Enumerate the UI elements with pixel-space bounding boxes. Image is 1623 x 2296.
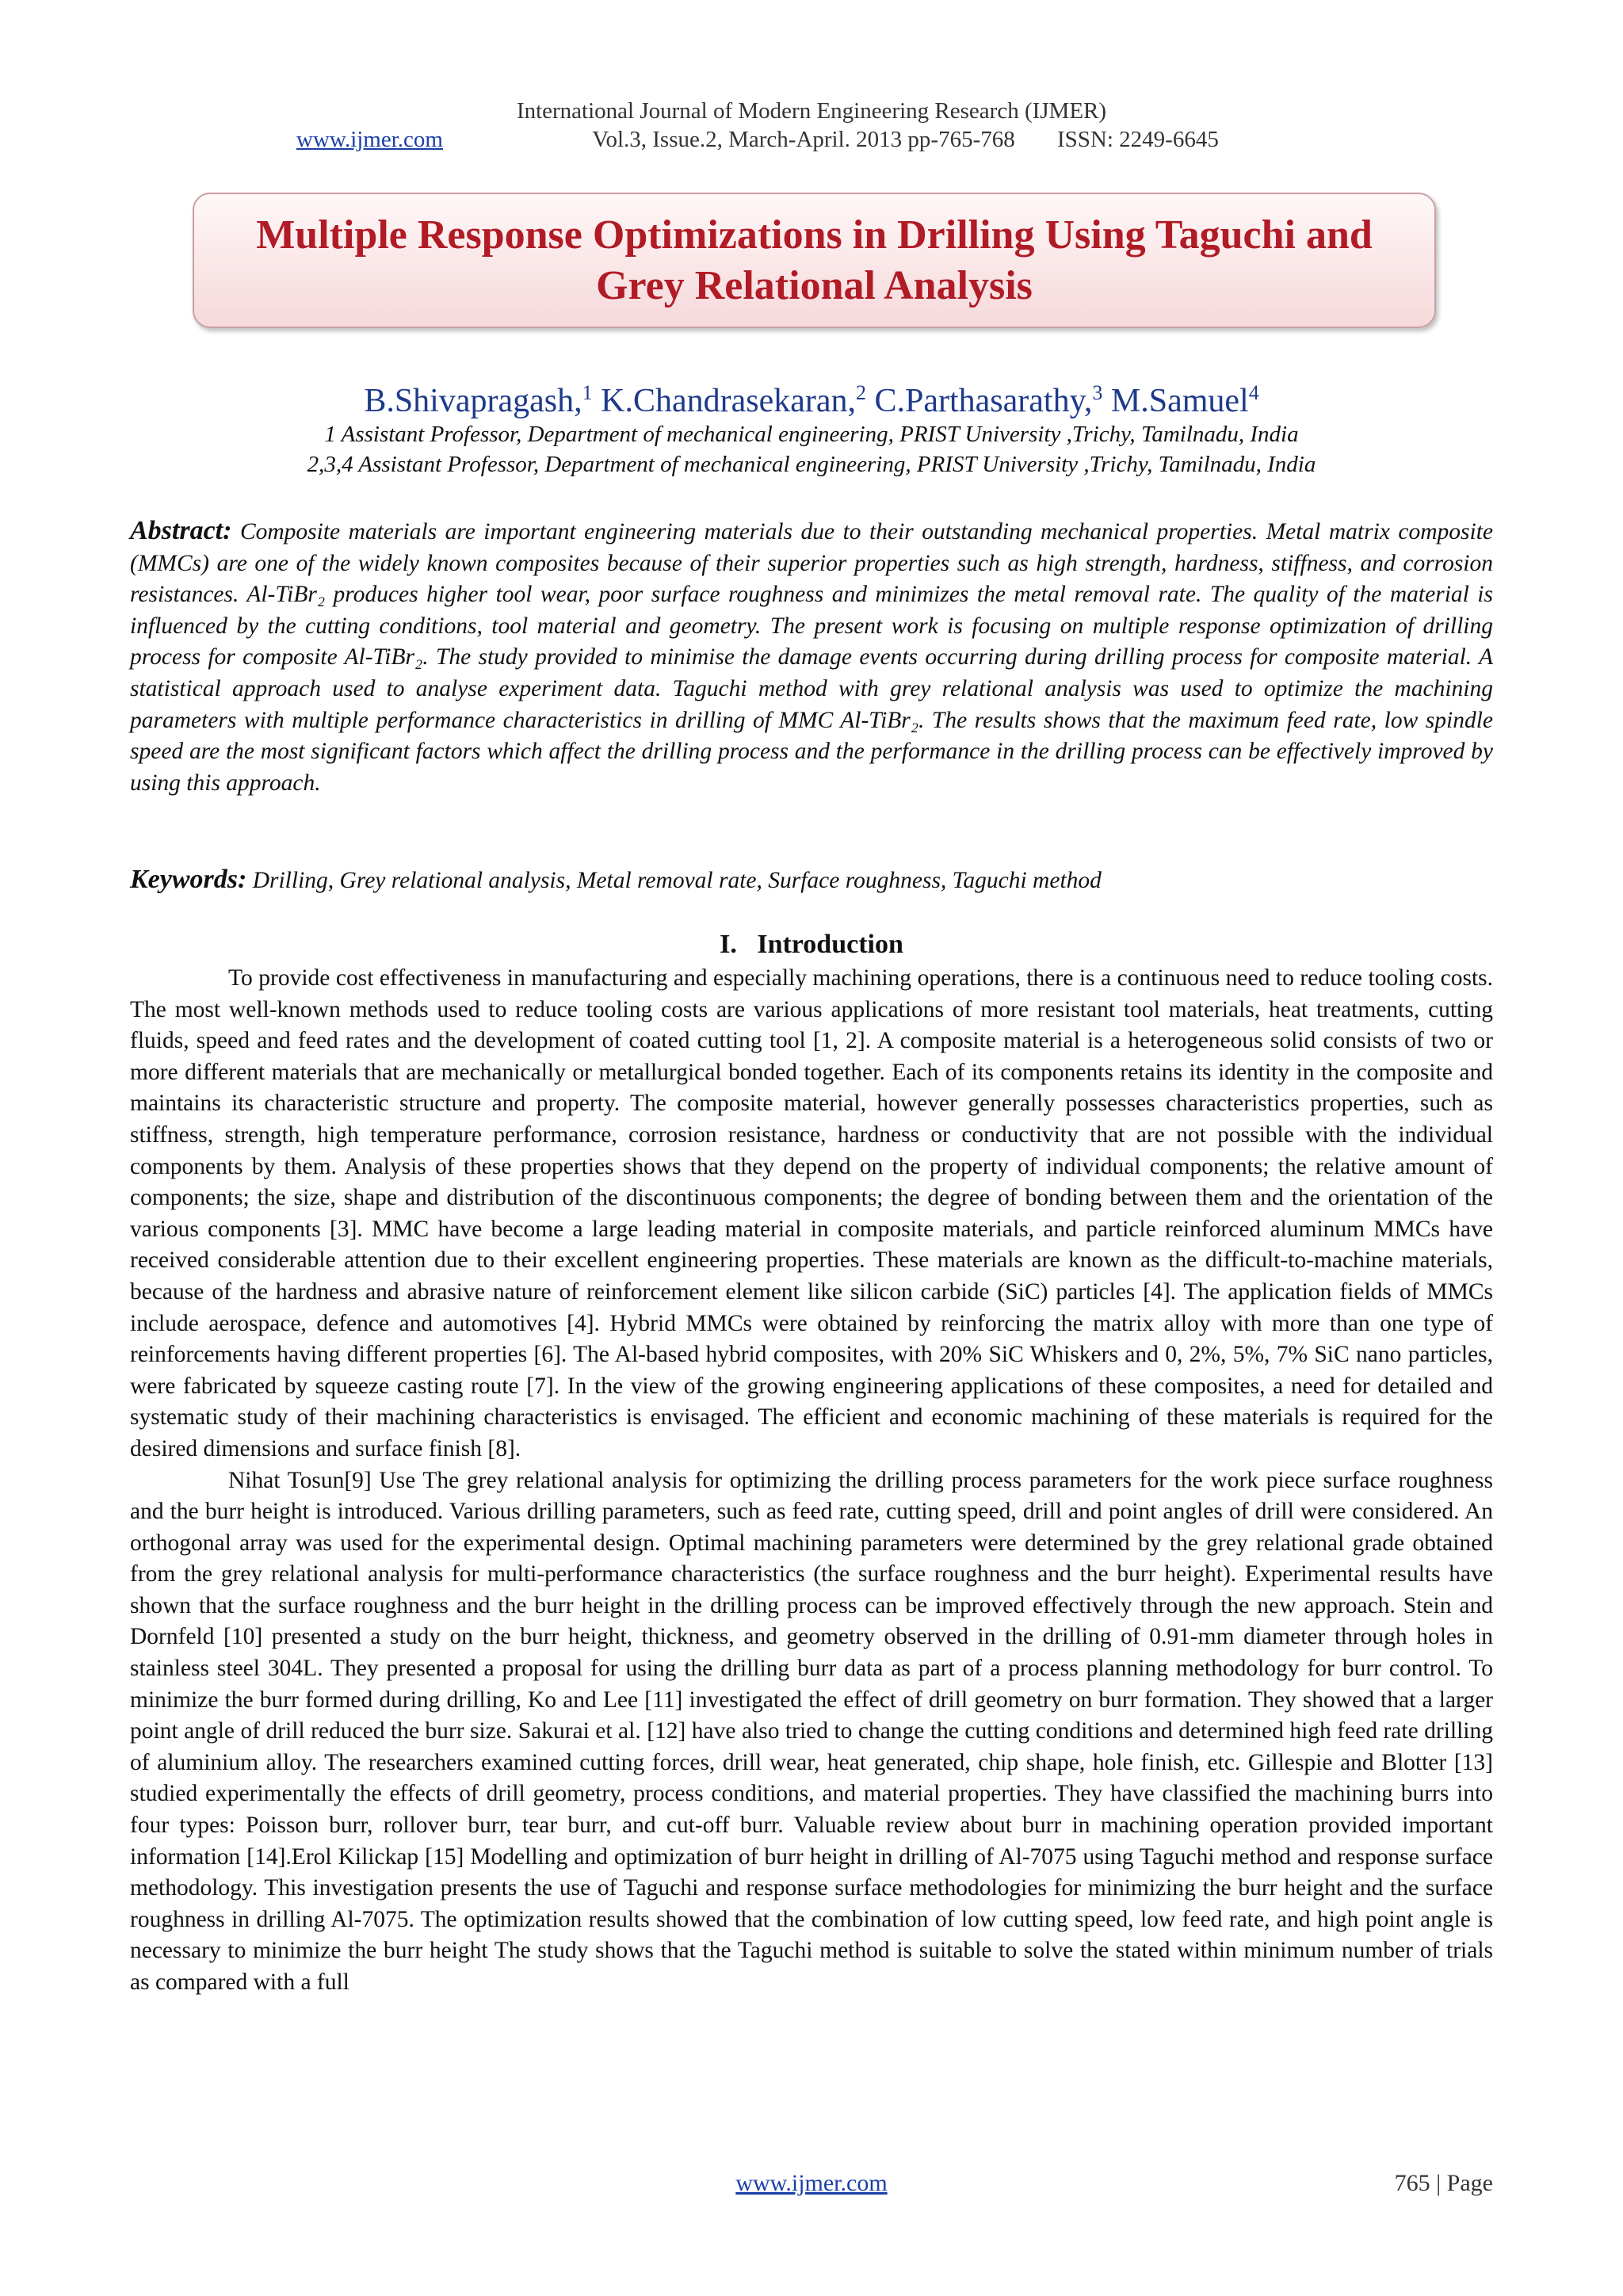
- keywords-label: Keywords:: [130, 865, 247, 894]
- affiliation-2: 2,3,4 Assistant Professor, Department of mechanical engineering, PRIST University ,Trichy, Tamilnadu, India: [307, 452, 1316, 477]
- section-number: I.: [720, 930, 737, 959]
- journal-issn: ISSN: 2249-6645: [1057, 127, 1219, 152]
- footer-website-link[interactable]: www.ijmer.com: [735, 2170, 888, 2196]
- page-number: 765 | Page: [1394, 2170, 1493, 2196]
- abstract: [130, 515, 1493, 799]
- abstract-label: Abstract:: [130, 516, 232, 545]
- author-name: M.Samuel: [1102, 383, 1249, 419]
- author-name: C.Parthasarathy,: [865, 383, 1093, 419]
- paragraph: Nihat Tosun[9] Use The grey relational analysis for optimizing the drilling process parameters for the work piece surface roughness and the burr height is introduced. Various drilling parameters, such as feed rate, cutting speed, drill and point angles of drill were considered. An orthogonal array was used for the experimental design. Optimal machining parameters were determined by the grey relational grade obtained from the grey relational analysis for multi-performance characteristics (the surface roughness and the burr height). Experimental results have shown that the surface roughness and the burr height in the drilling process can be improved effectively through the new approach. Stein and Dornfeld [10] presented a study on the burr height, thickness, and geometry observed in the drilling of 0.91-mm diameter through holes in stainless steel 304L. They presented a proposal for using the drilling burr data as part of a process planning methodology for burr control. To minimize the burr formed during drilling, Ko and Lee [11] investigated the effect of drill geometry on burr formation. They showed that a larger point angle of drill reduced the burr size. Sakurai et al. [12] have also tried to change the cutting conditions and determined high feed rate drilling of aluminium alloy. The researchers examined cutting forces, drill wear, heat generated, chip shape, hole finish, etc. Gillespie and Blotter [13] studied experimentally the effects of drill geometry, process conditions, and material properties. They have classified the machining burrs into four types: Poisson burr, rollover burr, tear burr, and cut-off burr. Valuable review about burr in machining operation provided important information [14].Erol Kilickap [15] Modelling and optimization of burr height in drilling of Al-7075 using Taguchi method and response surface methodology. This investigation presents the use of Taguchi and response surface methodologies for minimizing the burr height and the surface roughness in drilling Al-7075. The optimization results showed that the combination of low cutting speed, low feed rate, and high point angle is necessary to minimize the burr height The study shows that the Taguchi method is suitable to solve the stated within minimum number of trials as compared with a full: [130, 1467, 1493, 1995]
- keywords: [130, 864, 1493, 896]
- journal-website-link[interactable]: www.ijmer.com: [296, 127, 443, 152]
- section-heading: [0, 929, 1623, 961]
- author-index: 1: [582, 381, 593, 404]
- author-index: 2: [855, 381, 866, 404]
- journal-subheader: [0, 125, 1623, 154]
- keywords-text: Drilling, Grey relational analysis, Metal removal rate, Surface roughness, Taguchi method: [246, 868, 1102, 893]
- journal-header: [0, 97, 1623, 154]
- author-list: [0, 372, 1623, 422]
- journal-volume: Vol.3, Issue.2, March-April. 2013 pp-765-768: [592, 127, 1015, 152]
- abstract-text: Composite materials are important engineering materials due to their outstanding mechanical properties. Metal matrix composite (MMCs) are one of the widely known composites because of their superior properties such as high strength, hardness, stiffness, and corrosion resistances. Al-TiBr₂ produces higher tool wear, poor surface roughness and minimizes the metal removal rate. The quality of the material is influenced by the cutting conditions, tool material and geometry. The present work is focusing on multiple response optimization of drilling process for composite Al-TiBr₂. The study provided to minimise the damage events occurring during drilling process for composite material. A statistical approach used to analyse experiment data. Taguchi method with grey relational analysis was used to optimize the machining parameters with multiple performance characteristics in drilling of MMC Al-TiBr₂. The results shows that the maximum feed rate, low spindle speed are the most significant factors which affect the drilling process and the performance in the drilling process can be effectively improved by using this approach.: [130, 519, 1494, 796]
- section-title: Introduction: [757, 930, 903, 959]
- body-text: [130, 963, 1493, 1999]
- author-index: 3: [1092, 381, 1103, 404]
- author-name: B.Shivapragash,: [364, 383, 582, 419]
- paragraph: To provide cost effectiveness in manufacturing and especially machining operations, there is a continuous need to reduce tooling costs. The most well-known methods used to reduce tooling costs are various applications of more resistant tool materials, heat treatments, cutting fluids, speed and feed rates and the development of coated cutting tool [1, 2]. A composite material is a heterogeneous solid consists of two or more different materials that are mechanically or metallurgical bonded together. Each of its components retains its identity in the composite and maintains its characteristic structure and property. The composite material, however generally possesses characteristics properties, such as stiffness, strength, high temperature performance, corrosion resistance, hardness or conductivity that are not possible with the individual components by them. Analysis of these properties shows that they depend on the property of individual components; the relative amount of components; the size, shape and distribution of the discontinuous components; the degree of bonding between them and the orientation of the various components [3]. MMC have become a large leading material in composite materials, and particle reinforced aluminum MMCs have received considerable attention due to their excellent engineering properties. These materials are known as the difficult-to-machine materials, because of the hardness and abrasive nature of reinforcement element like silicon carbide (SiC) particles [4]. The application fields of MMCs include aerospace, defence and automotives [4]. Hybrid MMCs were obtained by reinforcing the matrix alloy with more than one type of reinforcements having different properties [6]. The Al-based hybrid composites, with 20% SiC Whiskers and 0, 2%, 5%, 7% SiC nano particles, were fabricated by squeeze casting route [7]. In the view of the growing engineering applications of these composites, a need for detailed and systematic study of their machining characteristics is envisaged. The efficient and economic machining of these materials is required for the desired dimensions and surface finish [8].: [130, 965, 1493, 1461]
- title-box: [193, 193, 1436, 328]
- paper-title: Multiple Response Optimizations in Drilling Using Taguchi and Grey Relational Analysis: [256, 212, 1373, 308]
- affiliation-1: 1 Assistant Professor, Department of mechanical engineering, PRIST University ,Trichy, Tamilnadu, India: [324, 422, 1299, 447]
- author-index: 4: [1248, 381, 1259, 404]
- author-name: K.Chandrasekaran,: [592, 383, 856, 419]
- journal-name: International Journal of Modern Engineering Research (IJMER): [516, 98, 1107, 124]
